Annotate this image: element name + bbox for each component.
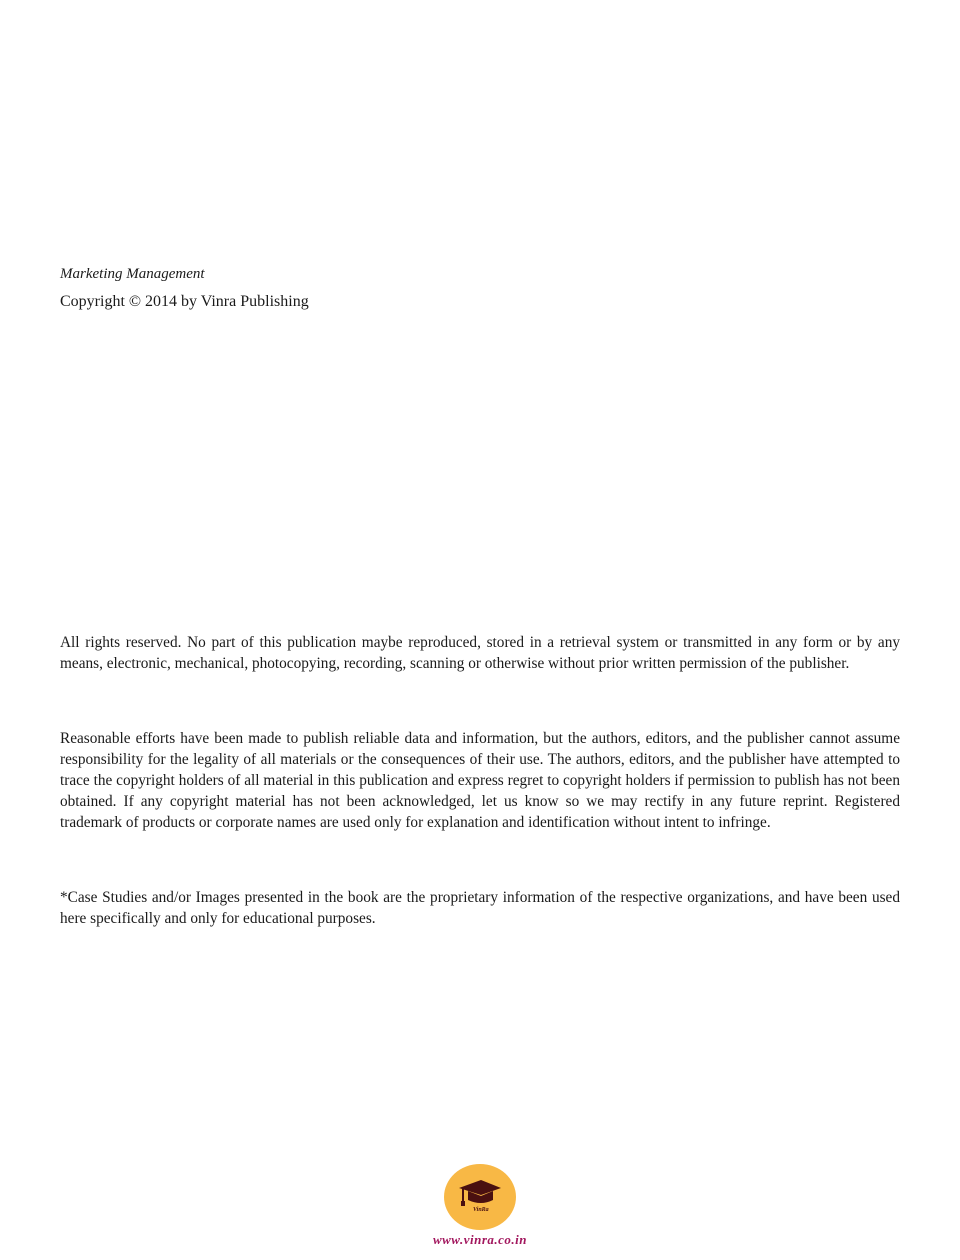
publisher-url[interactable]: www.vinra.co.in: [432, 1232, 528, 1247]
logo-text: VinRa: [473, 1207, 489, 1213]
publisher-logo: [444, 1164, 516, 1230]
book-title: Marketing Management: [60, 266, 205, 282]
copyright-line: Copyright © 2014 by Vinra Publishing: [60, 293, 309, 310]
disclaimer-paragraph: Reasonable efforts have been made to publish reliable data and information, but the authors, editors, and the publisher cannot assume responsibility for the legality of all materials or the consequences of their use. The authors, editors, and the publisher have attempted to trace the copyright holders of all material in this publication and express regret to copyright holders if permission to publish has not been obtained. If any copyright material has not been acknowledged, let us know so we may rectify in any future reprint. Registered trademark of products or corporate names are used only for explanation and identification without intent to infringe.: [60, 730, 900, 831]
case-studies-note: *Case Studies and/or Images presented in the book are the proprietary information of the respective organizations, and have been used here specifically and only for educational purposes.: [60, 889, 900, 927]
rights-reserved-paragraph: All rights reserved. No part of this publication maybe reproduced, stored in a retrieval system or transmitted in any form or by any means, electronic, mechanical, photocopying, recording, scanning or otherwise without prior written permission of the publisher.: [60, 634, 900, 672]
